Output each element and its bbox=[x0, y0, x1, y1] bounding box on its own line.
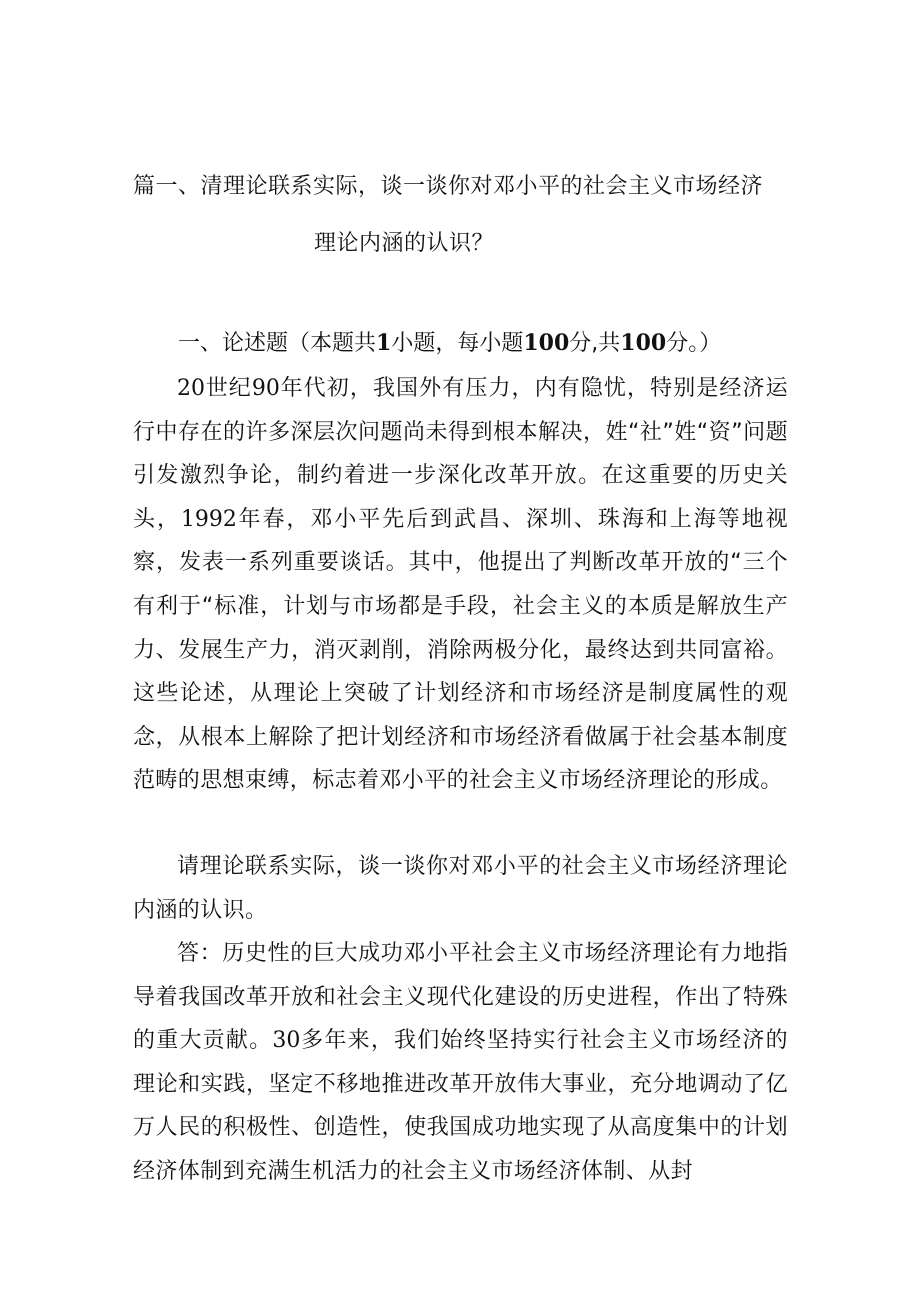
document-title-line-2: 理论内涵的认识？ bbox=[314, 231, 495, 256]
answer-part-b: 多年来，我们始终坚持实行社会主义市场经济的理论和实践，坚定不移地推进改革开放伟大事业，充分地调动了亿万人民的积极性、创造性，使我国成功地实现了从高度集中的计划经济体制到充满生机活力的社会主义市场经济体制、从封 bbox=[133, 1028, 789, 1184]
section-prefix: 一、论述题（本题共 bbox=[178, 331, 377, 356]
nineties-number: 90 bbox=[251, 376, 280, 401]
paragraph-1-part-a: 世纪 bbox=[205, 376, 252, 401]
decade-number: 20 bbox=[177, 376, 205, 401]
section-heading bbox=[178, 328, 721, 359]
years-number: 30 bbox=[272, 1028, 301, 1054]
score-total: 100 bbox=[620, 330, 667, 356]
year-number: 1992 bbox=[180, 506, 237, 532]
question-paragraph: 请理论联系实际，谈一谈你对邓小平的社会主义市场经济理论内涵的认识。 bbox=[133, 854, 788, 923]
question-count: 1 bbox=[376, 330, 392, 356]
section-suffix: 分。） bbox=[666, 331, 722, 356]
answer-part-a: 答：历史性的巨大成功邓小平社会主义市场经济理论有力地指导着我国改革开放和社会主义现代化建设的历史进程，作出了特殊的重大贡献。 bbox=[133, 941, 788, 1054]
document-title-line-1: 篇一、清理论联系实际，谈一谈你对邓小平的社会主义市场经济 bbox=[133, 174, 764, 199]
answer-paragraph bbox=[133, 932, 788, 1194]
section-unit: 分,共 bbox=[569, 331, 621, 356]
paragraph-1-part-c: 年春，邓小平先后到武昌、深圳、珠海和上海等地视察，发表一系列重要谈话。其中，他提出了判断改革开放的“三个有利于“标准，计划与市场都是手段，社会主义的本质是解放生产力、发展生产力，消灭剥削，消除两极分化，最终达到共同富裕。这些论述，从理论上突破了计划经济和市场经济是制度属性的观念，从根本上解除了把计划经济和市场经济看做属于社会基本制度范畴的思想束缚，标志着邓小平的社会主义市场经济理论的形成。 bbox=[133, 506, 788, 794]
score-each: 100 bbox=[523, 330, 570, 356]
background-paragraph bbox=[133, 367, 788, 803]
paragraph-1-part-b: 年代初，我国外有压力，内有隐忧，特别是经济运行中存在的许多深层次问题尚未得到根本解决，姓“社”姓“资”问题引发激烈争论，制约着进一步深化改革开放。在这重要的历史关头， bbox=[133, 376, 788, 532]
section-middle: 小题，每小题 bbox=[391, 331, 524, 356]
